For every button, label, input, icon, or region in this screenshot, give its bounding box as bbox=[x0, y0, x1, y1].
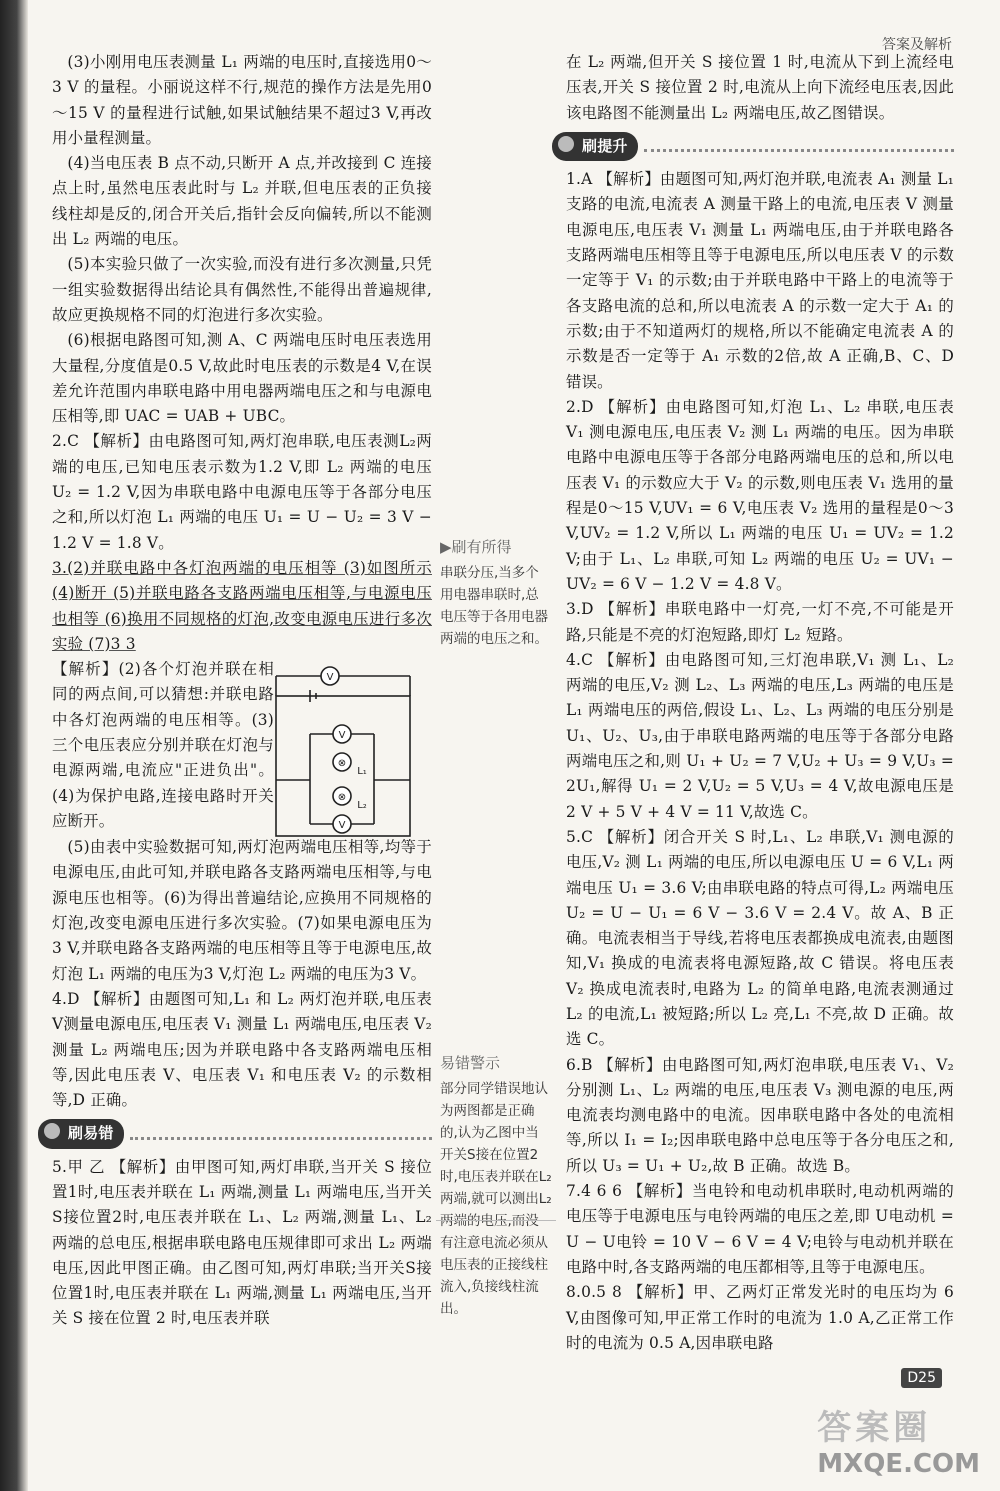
answer-item: 2.D 【解析】由电路图可知,灯泡 L₁、L₂ 串联,电压表 V₁ 测电源电压,电压表 V₂ 测 L₁ 两端的电压。因为串联电路中电源电压等于各部分电路两端电压的总和,所以电压表 V₁ 的示数应大于 V₂ 的示数,则电压表 V₁ 选用的量程是0～15 V,UV₁ = 6 V,电压表 V₂ 选用的量程是0～3 V,UV₂ = 1.2 V,所以 L₁ 两端的电压 U₁ = UV₂ = 1.2 V;由于 L₁、L₂ 串联,可知 L₂ 两端的电压 U₂ = UV₁ − UV₂ = 6 V − 1.2 V = 4.8 V。 bbox=[566, 397, 954, 593]
svg-text:V: V bbox=[338, 730, 346, 741]
section-banner-advance: 刷提升 bbox=[552, 132, 954, 161]
svg-text:⊗: ⊗ bbox=[337, 792, 347, 803]
answer-paragraph: (4)当电压表 B 点不动,只断开 A 点,并改接到 C 连接点上时,虽然电压表此时与 L₂ 并联,但电压表的正负接线柱却是反的,闭合开关后,指针会反向偏转,所以不能测出 L₂ 两端的电压。 bbox=[52, 154, 432, 249]
section-banner-errors: 刷易错 bbox=[38, 1119, 432, 1148]
book-spine bbox=[0, 0, 28, 1491]
right-column bbox=[566, 50, 954, 1356]
answer-item: 2.C 【解析】由电路图可知,两灯泡串联,电压表测L₂两端的电压,已知电压表示数为1.2 V,即 L₂ 两端的电压 U₂ = 1.2 V,因为串联电路中电源电压等于各部分电压之和,所以灯泡 L₁ 两端的电压 U₁ = U − U₂ = 3 V − 1.2 V = 1.8 V。 bbox=[52, 432, 432, 552]
answer-item: 4.C 【解析】由电路图可知,三灯泡串联,V₁ 测 L₁、L₂ 两端的电压,V₂ 测 L₂、L₃ 两端的电压,L₃ 两端的电压是 L₁ 两端电压的两倍,假设 L₁、L₂、L₃ 两端的电压分别是 U₁、U₂、U₃,由于串联电路两端的电压等于各部分电路两端电压之和,则 U₁ + U₂ = 7 V,U₂ + U₃ = 9 V,U₃ = 2U₁,解得 U₁ = 2 V,U₂ = 5 V,U₃ = 4 V,故电源电压是2 V + 5 V + 4 V = 11 V,故选 C。 bbox=[566, 650, 954, 821]
sidebar-note-gain: ▶刷有所得 串联分压,当多个用电器串联时,总电压等于各用电器两端的电压之和。 bbox=[440, 538, 548, 647]
svg-text:V: V bbox=[338, 820, 346, 831]
answer-paragraph: (3)小刚用电压表测量 L₁ 两端的电压时,直接选用0～3 V 的量程。小丽说这样不行,规范的操作方法是先用0～15 V 的量程进行试触,如果试触结果不超过3 V,再改用小量程测量。 bbox=[52, 53, 432, 147]
answer-paragraph: 在 L₂ 两端,但开关 S 接位置 1 时,电流从下到上流经电压表,开关 S 接位置 2 时,电流从上向下流经电压表,因此该电路图不能测量出 L₂ 两端电压,故乙图错误。 bbox=[566, 53, 954, 122]
svg-text:⊗: ⊗ bbox=[337, 758, 347, 769]
answer-paragraph: (5)由表中实验数据可知,两灯泡两端电压相等,均等于电源电压,由此可知,并联电路各支路两端电压相等,与电源电压也相等。(6)为得出普遍结论,应换用不同规格的灯泡,改变电源电压进行多次实验。(7)如果电源电压为3 V,并联电路各支路两端的电压相等且等于电源电压,故灯泡 L₁ 两端的电压为3 V,灯泡 L₂ 两端的电压为3 V。 bbox=[52, 838, 432, 983]
answer-paragraph: (6)根据电路图可知,测 A、C 两端电压时电压表选用大量程,分度值是0.5 V,故此时电压表的示数是4 V,在误差允许范围内串联电路中用电器两端电压之和与电源电压相等,即 UAC = UAB + UBC。 bbox=[52, 331, 432, 426]
answer-item: 3.D 【解析】串联电路中一灯亮,一灯不亮,不可能是开路,只能是不亮的灯泡短路,即灯 L₂ 短路。 bbox=[566, 600, 954, 644]
page-number: D25 bbox=[901, 1368, 942, 1388]
answer-paragraph: 【解析】(2)各个灯泡并联在相同的两点间,可以猜想:并联电路中各灯泡两端的电压相等。(3)三个电压表应分别并联在灯泡与电源两端,电流应"正进负出"。(4)为保护电路,连接电路时开关应断开。 bbox=[52, 660, 274, 830]
answer-item: 1.A 【解析】由题图可知,两灯泡并联,电流表 A₁ 测量 L₁ 支路的电流,电流表 A 测量干路上的电流,电压表 V 测量电源电压,电压表 V₁ 测量 L₁ 两端电压,由于并联电路各支路两端电压相等且等于电源电压,所以电压表 V 的示数一定等于 V₁ 的示数;由于并联电路中干路上的电流等于各支路电流的总和,所以电流表 A 的示数一定大于 A₁ 的示数;由于不知道两灯的规格,所以不能确定电流表 A 的示数是否一定等于 A₁ 示数的2倍,故 A 正确,B、C、D 错误。 bbox=[566, 170, 954, 391]
answer-item: 5.甲 乙 【解析】由甲图可知,两灯串联,当开关 S 接位置1时,电压表并联在 L₁ 两端,测量 L₁ 两端电压,当开关S接位置2时,电压表并联在 L₁、L₂ 两端,测量 L₁、L₂ 两端的总电压,根据串联电路电压规律即可求出 L₂ 两端电压,因此甲图正确。由乙图可知,两灯串联;当开关S接位置1时,电压表并联在 L₁ 两端,测量 L₁ 两端电压,当开关 S 接在位置 2 时,电压表并联 bbox=[52, 1157, 432, 1328]
answer-item: 8.0.5 8 【解析】甲、乙两灯正常发光时的电压均为 6 V,由图像可知,甲正常工作时的电流为 1.0 A,乙正常工作时的电流为 0.5 A,因串联电路 bbox=[566, 1283, 954, 1352]
answer-item: 3.(2)并联电路中各灯泡两端的电压相等 (3)如图所示 (4)断开 (5)并联电路各支路两端电压相等,与电源电压也相等 (6)换用不同规格的灯泡,改变电源电压进行多次实验 (7)3 3 bbox=[52, 558, 432, 653]
svg-text:V: V bbox=[326, 672, 334, 683]
answer-item: 6.B 【解析】由电路图可知,两灯泡串联,电压表 V₁、V₂ 分别测 L₁、L₂ 两端的电压,电压表 V₃ 测电源的电压,两电流表均测电路中的电流。因串联电路中各处的电流相等,所以 I₁ = I₂;因串联电路中总电压等于各分电压之和,所以 U₃ = U₁ + U₂,故 B 正确。故选 B。 bbox=[566, 1055, 954, 1175]
divider bbox=[436, 1220, 556, 1221]
svg-text:L₂: L₂ bbox=[357, 800, 367, 811]
answer-item: 4.D 【解析】由题图可知,L₁ 和 L₂ 两灯泡并联,电压表V测量电源电压,电压表 V₁ 测量 L₁ 两端电压,电压表 V₂ 测量 L₂ 两端电压;因为并联电路中各支路两端电压相等,因此电压表 V、电压表 V₁ 和电压表 V₂ 的示数相等,D 正确。 bbox=[52, 989, 432, 1110]
answer-paragraph: (5)本实验只做了一次实验,而没有进行多次测量,只凭一组实验数据得出结论具有偶然性,不能得出普遍规律,故应更换规格不同的灯泡进行多次实验。 bbox=[52, 255, 432, 324]
answer-item: 5.C 【解析】闭合开关 S 时,L₁、L₂ 串联,V₁ 测电源的电压,V₂ 测 L₁ 两端的电压,所以电源电压 U = 6 V,L₁ 两端电压 U₁ = 3.6 V;由串联电路的特点可得,L₂ 两端电压 U₂ = U − U₁ = 6 V − 3.6 V = 2.4 V。故 A、B 正确。电流表相当于导线,若将电压表都换成电流表,由题图知,V₁ 换成的电流表将电源短路,故 C 错误。将电压表 V₂ 换成电流表时,电路为 L₂ 的简单电路,电流表测通过 L₂ 的电流,L₁ 被短路;所以 L₂ 亮,L₁ 不亮,故 D 正确。故选 C。 bbox=[566, 827, 954, 1049]
watermark-logo: 答案圈 MXQE.COM bbox=[817, 1408, 980, 1479]
page-header: 答案及解析 bbox=[882, 37, 952, 53]
answer-item: 7.4 6 6 【解析】当电铃和电动机串联时,电动机两端的电压等于电源电压与电铃两端的电压之差,即 U电动机 = U − U电铃 = 10 V − 6 V = 4 V;电铃与电动机并联在电路中时,各支路两端的电压都相等,且等于电源电压。 bbox=[566, 1182, 954, 1276]
circuit-diagram bbox=[270, 662, 420, 842]
svg-text:L₁: L₁ bbox=[357, 766, 367, 777]
sidebar-note-warning: 易错警示 部分同学错误地认为两图都是正确的,认为乙图中当开关S接在位置2时,电压表并联在L₂两端,就可以测出L₂两端的电压,而没有注意电流必须从电压表的正接线柱流入,负接线柱流出。 bbox=[440, 1054, 552, 1317]
